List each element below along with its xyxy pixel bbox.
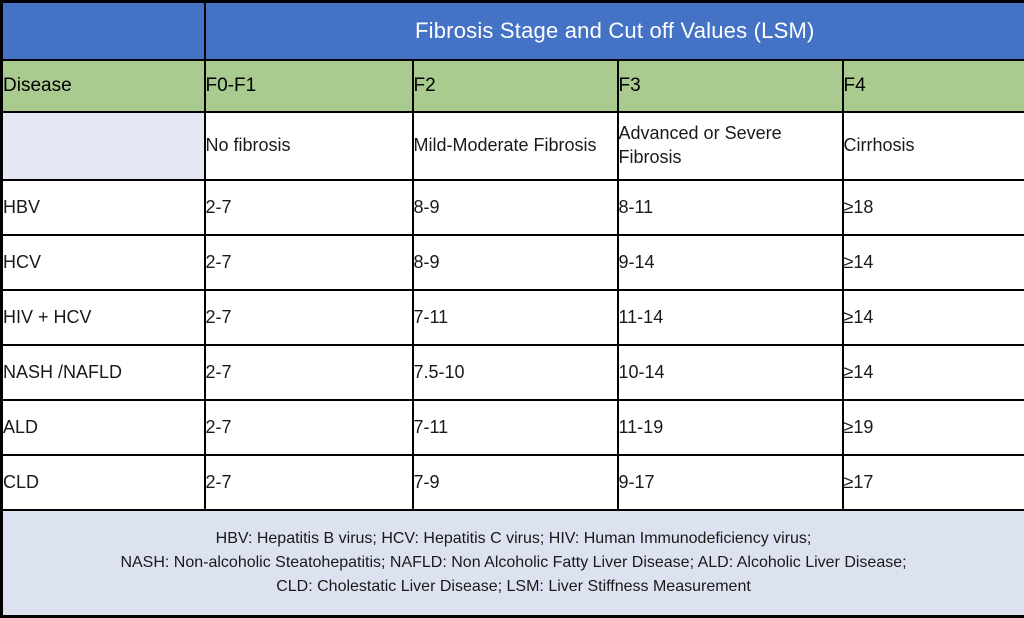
cell-f2: 8-9	[413, 235, 618, 290]
column-header-f2: F2	[413, 60, 618, 112]
cell-f4: ≥14	[843, 345, 1024, 400]
cell-f2: 7-11	[413, 400, 618, 455]
table-footnote	[2, 510, 1024, 617]
cell-disease: NASH /NAFLD	[2, 345, 205, 400]
cell-disease: HBV	[2, 180, 205, 235]
description-blank-cell	[2, 112, 205, 180]
cell-f0f1: 2-7	[205, 290, 413, 345]
cell-disease: HIV + HCV	[2, 290, 205, 345]
column-header-disease: Disease	[2, 60, 205, 112]
column-header-f3: F3	[618, 60, 843, 112]
cell-f4: ≥18	[843, 180, 1024, 235]
footnote-line-1: HBV: Hepatitis B virus; HCV: Hepatitis C virus; HIV: Human Immunodeficiency virus;	[215, 530, 812, 548]
cell-f3: 9-14	[618, 235, 843, 290]
table-header-row	[2, 60, 1024, 112]
cell-f3: 8-11	[618, 180, 843, 235]
cell-f3: 11-19	[618, 400, 843, 455]
table-footnote-row	[2, 510, 1024, 617]
cell-f4: ≥17	[843, 455, 1024, 510]
cell-f0f1: 2-7	[205, 180, 413, 235]
cell-f4: ≥14	[843, 290, 1024, 345]
stage-description-row	[2, 112, 1024, 180]
table-row	[2, 400, 1024, 455]
cell-f3: 9-17	[618, 455, 843, 510]
cell-f0f1: 2-7	[205, 345, 413, 400]
cell-f0f1: 2-7	[205, 400, 413, 455]
cell-f3: 10-14	[618, 345, 843, 400]
description-f0f1: No fibrosis	[205, 112, 413, 180]
table-row	[2, 345, 1024, 400]
footnote-line-3: CLD: Cholestatic Liver Disease; LSM: Liver Stiffness Measurement	[276, 577, 751, 595]
cell-f2: 7-9	[413, 455, 618, 510]
table-row	[2, 180, 1024, 235]
table-title-row	[2, 2, 1024, 60]
description-f3: Advanced or Severe Fibrosis	[618, 112, 843, 180]
cell-f0f1: 2-7	[205, 455, 413, 510]
table-row	[2, 235, 1024, 290]
cell-f3: 11-14	[618, 290, 843, 345]
cell-f2: 7-11	[413, 290, 618, 345]
cell-f2: 7.5-10	[413, 345, 618, 400]
cell-disease: ALD	[2, 400, 205, 455]
description-f4: Cirrhosis	[843, 112, 1024, 180]
cell-f2: 8-9	[413, 180, 618, 235]
footnote-line-2: NASH: Non-alcoholic Steatohepatitis; NAFLD: Non Alcoholic Fatty Liver Disease; ALD: Alcoholic Liver Disease;	[120, 553, 907, 571]
cell-disease: CLD	[2, 455, 205, 510]
cell-f4: ≥14	[843, 235, 1024, 290]
column-header-f4: F4	[843, 60, 1024, 112]
table-row	[2, 290, 1024, 345]
column-header-f0f1: F0-F1	[205, 60, 413, 112]
table-title: Fibrosis Stage and Cut off Values (LSM)	[205, 2, 1024, 60]
cell-f0f1: 2-7	[205, 235, 413, 290]
cell-disease: HCV	[2, 235, 205, 290]
table-row	[2, 455, 1024, 510]
title-row-corner	[2, 2, 205, 60]
cell-f4: ≥19	[843, 400, 1024, 455]
description-f2: Mild-Moderate Fibrosis	[413, 112, 618, 180]
